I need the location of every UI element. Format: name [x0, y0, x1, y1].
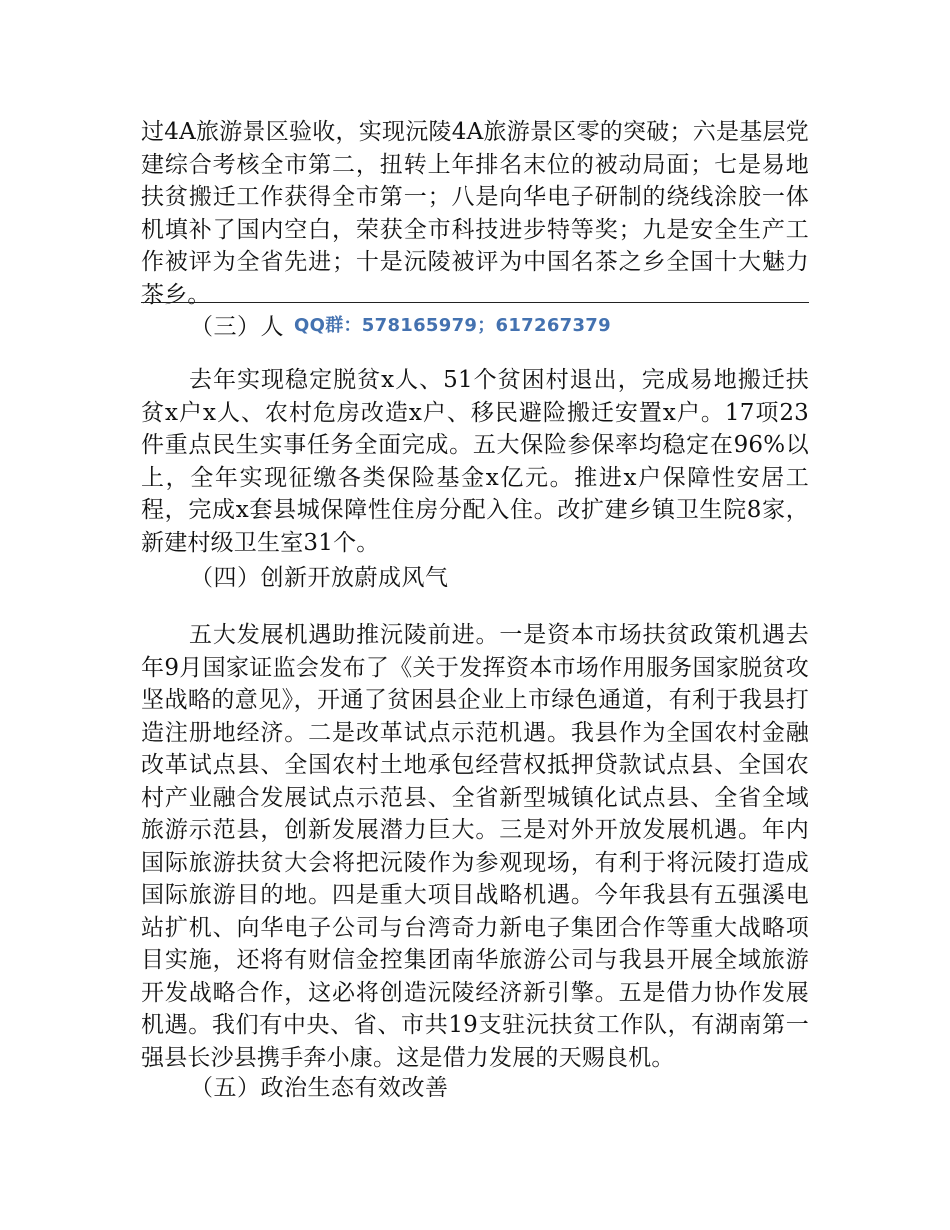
- qq-group-contact: QQ群：578165979；617267379: [294, 315, 611, 336]
- section5-heading: （五）政治生态有效改善: [190, 1075, 449, 1101]
- section3-paragraph: 去年实现稳定脱贫x人、51个贫困村退出，完成易地搬迁扶贫x户x人、农村危房改造x户、移民避险搬迁安置x户。17项23件重点民生实事任务全面完成。五大保险参保率均稳定在96%以上，全年实现征缴各类保险基金x亿元。推进x户保障性安居工程，完成x套县城保障性住房分配入住。改扩建乡镇卫生院8家，新建村级卫生室31个。: [141, 367, 809, 556]
- section4-heading: （四）创新开放蔚成风气: [190, 565, 449, 591]
- header-divider: [141, 302, 809, 303]
- page-header-row: [190, 307, 611, 341]
- intro-paragraph: 过4A旅游景区验收，实现沅陵4A旅游景区零的突破；六是基层党建综合考核全市第二，扭转上年排名末位的被动局面；七是易地扶贫搬迁工作获得全市第一；八是向华电子研制的绕线涂胶一体机填补了国内空白，荣获全市科技进步特等奖；九是安全生产工作被评为全省先进；十是沅陵被评为中国名茶之乡全国十大魅力茶乡。: [141, 119, 809, 308]
- section3-heading-fragment: （三）人: [190, 313, 284, 340]
- section4-paragraph: 五大发展机遇助推沅陵前进。一是资本市场扶贫政策机遇去年9月国家证监会发布了《关于发挥资本市场作用服务国家脱贫攻坚战略的意见》，开通了贫困县企业上市绿色通道，有利于我县打造注册地经济。二是改革试点示范机遇。我县作为全国农村金融改革试点县、全国农村土地承包经营权抵押贷款试点县、全国农村产业融合发展试点示范县、全省新型城镇化试点县、全省全域旅游示范县，创新发展潜力巨大。三是对外开放发展机遇。年内国际旅游扶贫大会将把沅陵作为参观现场，有利于将沅陵打造成国际旅游目的地。四是重大项目战略机遇。今年我县有五强溪电站扩机、向华电子公司与台湾奇力新电子集团合作等重大战略项目实施，还将有财信金控集团南华旅游公司与我县开展全域旅游开发战略合作，这必将创造沅陵经济新引擎。五是借力协作发展机遇。我们有中央、省、市共19支驻沅扶贫工作队，有湖南第一强县长沙县携手奔小康。这是借力发展的天赐良机。: [141, 622, 809, 1071]
